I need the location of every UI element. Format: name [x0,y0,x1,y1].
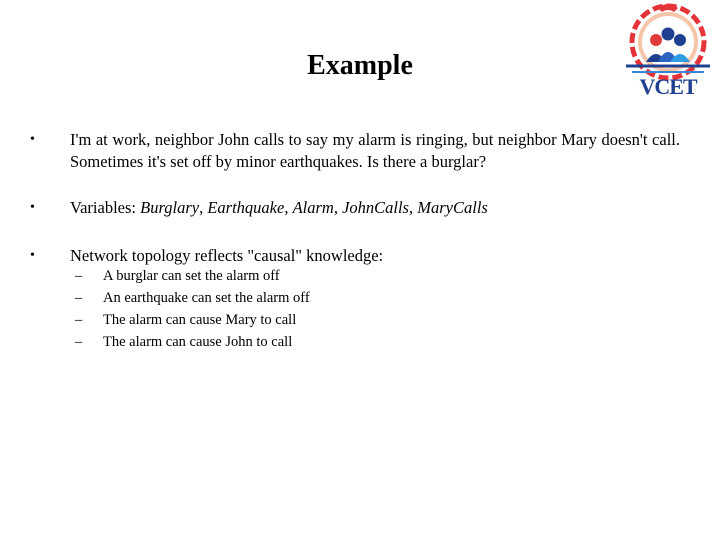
variable-name: Earthquake [207,198,285,217]
variables-prefix: Variables: [70,198,141,217]
bullet-variables [30,197,680,219]
sub-bullet [75,265,310,287]
bullet-scenario [30,129,680,173]
sub-bullet-list [75,265,310,353]
sub-bullet-marker: – [75,290,83,306]
sub-bullet-marker: – [75,334,83,350]
sub-bullet-text: The alarm can cause John to call [103,334,293,350]
bullet-text [70,197,680,219]
variable-name: Alarm [292,198,334,217]
sub-bullet [75,331,310,353]
logo-text: VCET [639,74,697,99]
sub-bullet-marker: – [75,268,83,284]
bullet-marker: • [30,200,35,215]
bullet-topology [30,245,680,267]
bullet-text: Network topology reflects "causal" knowledge: [70,246,384,265]
bullet-marker: • [30,248,35,263]
variable-name: MaryCalls [417,198,488,217]
sub-bullet [75,309,310,331]
sub-bullet-text: A burglar can set the alarm off [103,268,280,284]
sub-bullet-text: The alarm can cause Mary to call [103,312,297,328]
bullet-text: I'm at work, neighbor John calls to say my alarm is ringing, but neighbor Mary doesn't call. Sometimes it's set off by minor earthquakes. Is there a burglar? [70,130,680,171]
sub-bullet [75,287,310,309]
bullet-marker: • [30,132,35,147]
sub-bullet-text: An earthquake can set the alarm off [103,290,310,306]
slide-title: Example [307,50,413,81]
variable-name: Burglary [140,198,200,217]
vcet-logo-icon [618,2,718,100]
sub-bullet-marker: – [75,312,83,328]
variable-name: JohnCalls [342,198,409,217]
variables-list: Burglary, Earthquake, Alarm, JohnCalls, MaryCalls [140,198,488,217]
